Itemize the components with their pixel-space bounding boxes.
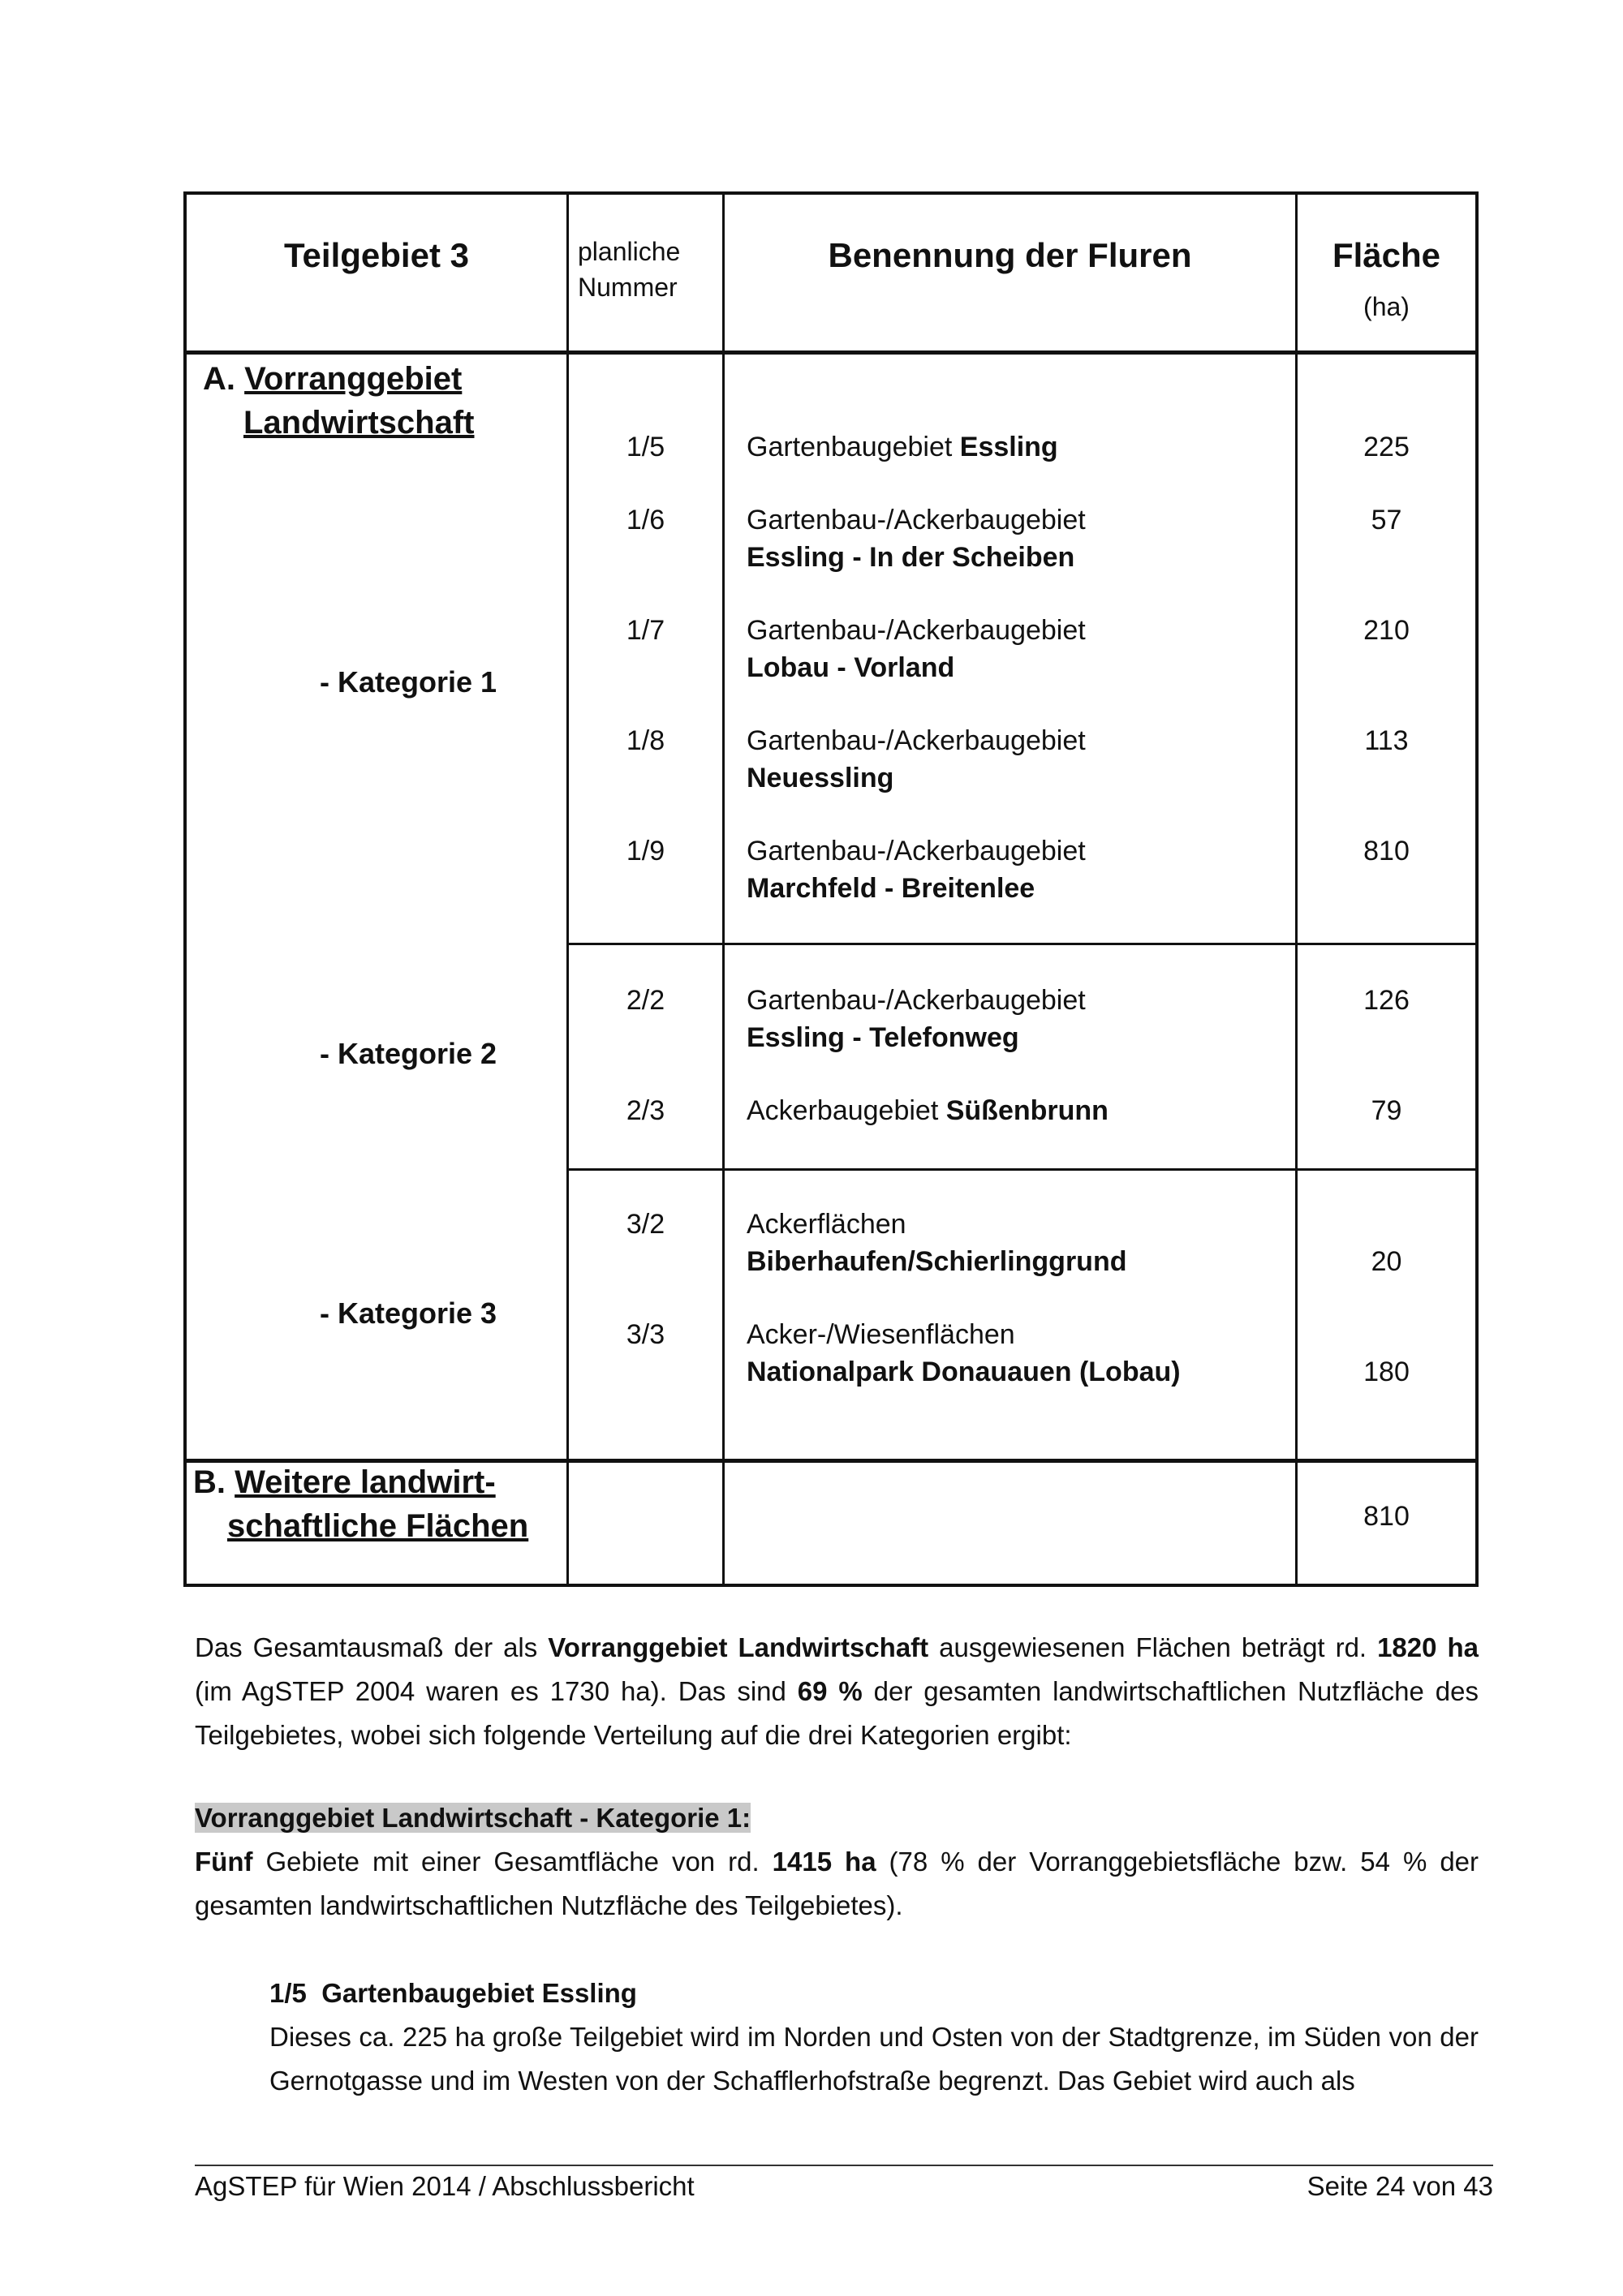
row-nummer: 1/5 bbox=[626, 432, 665, 462]
row-flaeche: 225 bbox=[1363, 432, 1410, 462]
row-flaeche: 113 bbox=[1364, 725, 1409, 756]
row-flaeche: 180 bbox=[1363, 1357, 1410, 1387]
row-nummer: 1/8 bbox=[626, 725, 665, 756]
kategorie1-heading: Vorranggebiet Landwirtschaft - Kategorie 1: bbox=[195, 1803, 751, 1833]
row-benennung: Gartenbau-/Ackerbaugebiet Essling - Telefonweg bbox=[747, 985, 1086, 1053]
section-a-line1: Vorranggebiet bbox=[244, 361, 463, 397]
section-b-line2: schaftliche Flächen bbox=[227, 1508, 529, 1544]
row-flaeche: 79 bbox=[1371, 1095, 1402, 1126]
row-nummer: 3/3 bbox=[626, 1319, 665, 1350]
header-planliche-nummer bbox=[578, 234, 716, 305]
divider bbox=[566, 191, 569, 1587]
row-flaeche: 126 bbox=[1363, 985, 1410, 1016]
row-nummer: 1/7 bbox=[626, 615, 665, 646]
section-b-prefix: B. bbox=[193, 1464, 226, 1500]
header-benennung: Benennung der Fluren bbox=[828, 236, 1192, 274]
row-benennung: Gartenbau-/Ackerbaugebiet Lobau - Vorland bbox=[747, 615, 1086, 683]
header-nummer: Nummer bbox=[578, 273, 678, 302]
row-flaeche: 210 bbox=[1363, 615, 1410, 646]
divider bbox=[183, 350, 1479, 355]
row-benennung: Gartenbaugebiet Essling bbox=[747, 432, 1058, 462]
kategorie1-paragraph: Fünf Gebiete mit einer Gesamtfläche von rd. 1415 ha (78 % der Vorranggebietsfläche bzw. 54 % der gesamten landwirtschaftlichen Nutzfläche des Teilgebietes). bbox=[195, 1847, 1479, 1920]
header-flaeche-unit: (ha) bbox=[1363, 292, 1410, 321]
paragraph-gesamtausmass: Das Gesamtausmaß der als Vorranggebiet Landwirtschaft ausgewiesenen Flächen beträgt rd. 1820 ha (im AgSTEP 2004 waren es 1730 ha). Das sind 69 % der gesamten landwirtschaftlichen Nutzfläche des Teilgebietes, wobei sich folgende Verteilung auf die drei Kategorien ergibt: bbox=[195, 1632, 1479, 1750]
row-flaeche: 20 bbox=[1371, 1246, 1402, 1277]
row-benennung: Acker-/Wiesenflächen Nationalpark Donauauen (Lobau) bbox=[747, 1319, 1181, 1387]
kategorie-label: - Kategorie 1 bbox=[320, 665, 497, 699]
row-benennung: Gartenbau-/Ackerbaugebiet Neuessling bbox=[747, 725, 1086, 793]
row-benennung: Gartenbau-/Ackerbaugebiet Marchfeld - Breitenlee bbox=[747, 836, 1086, 904]
row-benennung: Gartenbau-/Ackerbaugebiet Essling - In der Scheiben bbox=[747, 505, 1086, 573]
section-a-line2: Landwirtschaft bbox=[243, 405, 475, 441]
footer-page-number: Seite 24 von 43 bbox=[1307, 2171, 1493, 2201]
subsection-paragraph: Dieses ca. 225 ha große Teilgebiet wird im Norden und Osten von der Stadtgrenze, im Süden von der Gernotgasse und im Westen von der Schafflerhofstraße begrenzt. Das Gebiet wird auch als bbox=[269, 2022, 1479, 2096]
header-planliche: planliche bbox=[578, 237, 681, 266]
row-flaeche: 57 bbox=[1371, 505, 1402, 535]
row-nummer: 2/2 bbox=[626, 985, 665, 1016]
divider bbox=[722, 191, 725, 1587]
divider bbox=[566, 1168, 1479, 1171]
row-benennung: Ackerflächen Biberhaufen/Schierlinggrund bbox=[747, 1209, 1127, 1277]
divider bbox=[566, 943, 1479, 945]
row-nummer: 3/2 bbox=[626, 1209, 665, 1240]
section-b-title bbox=[193, 1460, 563, 1548]
kategorie-label: - Kategorie 3 bbox=[320, 1296, 497, 1330]
header-flaeche: Fläche bbox=[1332, 236, 1441, 274]
section-a-title bbox=[203, 357, 560, 445]
header-teilgebiet: Teilgebiet 3 bbox=[284, 236, 469, 274]
footer-left: AgSTEP für Wien 2014 / Abschlussbericht bbox=[195, 2171, 695, 2201]
subsection-heading: 1/5 Gartenbaugebiet Essling bbox=[269, 1978, 637, 2008]
row-flaeche: 810 bbox=[1363, 836, 1410, 866]
kategorie-label: - Kategorie 2 bbox=[320, 1037, 497, 1070]
row-nummer: 1/9 bbox=[626, 836, 665, 866]
row-nummer: 1/6 bbox=[626, 505, 665, 535]
footer-rule bbox=[195, 2165, 1493, 2166]
row-benennung: Ackerbaugebiet Süßenbrunn bbox=[747, 1095, 1109, 1126]
row-nummer: 2/3 bbox=[626, 1095, 665, 1126]
section-b-line1: Weitere landwirt- bbox=[235, 1464, 496, 1500]
section-a-prefix: A. bbox=[203, 361, 235, 397]
section-b-flaeche: 810 bbox=[1363, 1501, 1410, 1532]
